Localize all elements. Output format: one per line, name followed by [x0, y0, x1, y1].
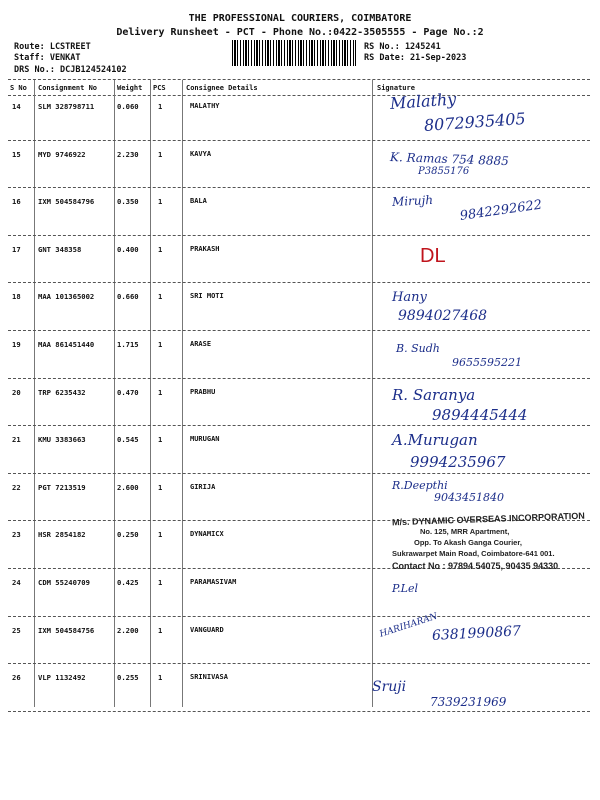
row-pcs: 1 — [158, 673, 163, 683]
row-consignee: GIRIJA — [190, 482, 216, 491]
stamp-address-1: No. 125, MRR Apartment, — [420, 527, 510, 536]
row-divider — [8, 378, 590, 379]
row-pcs: 1 — [158, 244, 163, 254]
col-header-weight: Weight — [117, 84, 143, 92]
row-sno: 25 — [12, 625, 21, 635]
column-divider — [182, 80, 183, 707]
row-phone: 9894027468 — [398, 308, 488, 325]
row-pcs: 1 — [158, 625, 163, 635]
header-bottom-rule — [8, 95, 590, 96]
row-consignee: PARAMASIVAM — [190, 578, 237, 586]
row-signature: DL — [420, 244, 446, 267]
row-sno: 19 — [12, 340, 21, 349]
row-consignment: SLM 328798711 — [38, 102, 95, 111]
row-divider — [8, 616, 590, 617]
row-sno: 21 — [12, 435, 21, 445]
row-pcs: 1 — [158, 387, 163, 397]
row-signature: Sruji — [372, 679, 407, 696]
column-divider — [114, 80, 115, 707]
row-signature: R.Deepthi — [392, 478, 448, 492]
row-weight: 0.255 — [117, 673, 139, 683]
row-sno: 17 — [12, 244, 21, 254]
row-consignment: IXM 504584796 — [38, 197, 95, 207]
row-pcs: 1 — [158, 340, 163, 349]
row-consignment: VLP 1132492 — [38, 673, 86, 683]
row-phone: 9043451840 — [434, 490, 504, 504]
col-header-sno: S No — [10, 84, 27, 92]
row-consignee: PRAKASH — [190, 244, 220, 253]
row-signature: K. Ramas 754 8885 — [389, 149, 510, 168]
row-consignee: SRINIVASA — [190, 673, 228, 682]
row-pcs: 1 — [158, 578, 163, 587]
row-signature: B. Sudh — [396, 342, 440, 355]
row-signature: Mirujh — [391, 193, 434, 210]
row-consignment: CDM 55240709 — [38, 578, 90, 587]
column-divider — [34, 80, 35, 707]
row-divider — [8, 282, 590, 283]
row-phone: 9894445444 — [432, 405, 528, 424]
row-consignment: KMU 3383663 — [38, 435, 86, 445]
row-consignee: SRI MOTI — [190, 292, 224, 301]
stamp-address-3: Sukrawarpet Main Road, Coimbatore-641 001. — [392, 549, 555, 558]
row-phone: 8072935405 — [423, 108, 527, 135]
row-phone: 9842292622 — [458, 197, 543, 225]
row-sno: 20 — [12, 387, 21, 397]
row-sno: 23 — [12, 530, 21, 540]
col-header-pcs: PCS — [153, 84, 166, 92]
row-consignment: MYD 9746922 — [38, 149, 86, 159]
row-consignee: KAVYA — [190, 149, 212, 158]
row-weight: 2.600 — [117, 482, 139, 492]
row-divider — [8, 473, 590, 474]
row-consignee: MURUGAN — [190, 435, 220, 444]
row-signature: Malathy — [389, 89, 457, 113]
row-weight: 0.060 — [117, 102, 139, 111]
row-weight: 0.250 — [117, 530, 139, 540]
row-pcs: 1 — [158, 102, 163, 111]
row-consignee: VANGUARD — [190, 625, 224, 634]
row-signature: R. Saranya — [392, 385, 476, 404]
row-consignment: TRP 6235432 — [38, 387, 86, 397]
row-consignment: MAA 101365002 — [38, 292, 95, 302]
row-consignment: HSR 2854182 — [38, 530, 86, 540]
row-pcs: 1 — [158, 530, 163, 540]
drs-number: DRS No.: DCJB124524102 — [14, 65, 127, 75]
row-consignment: IXM 504584756 — [38, 625, 95, 635]
row-pcs: 1 — [158, 292, 163, 302]
route-label: Route: LCSTREET — [14, 42, 91, 52]
row-sno: 18 — [12, 292, 21, 302]
row-sno: 14 — [12, 102, 21, 111]
row-divider — [8, 235, 590, 236]
row-sno: 24 — [12, 578, 21, 587]
row-consignee: ARASE — [190, 340, 212, 348]
row-weight: 2.230 — [117, 149, 139, 159]
column-divider — [150, 80, 151, 707]
row-divider — [8, 187, 590, 188]
row-divider — [8, 425, 590, 426]
row-weight: 2.200 — [117, 625, 139, 635]
row-consignment: GNT 348358 — [38, 244, 82, 254]
row-phone: 9655595221 — [452, 356, 522, 369]
row-weight: 0.350 — [117, 197, 139, 207]
row-signature: A.Murugan — [392, 431, 478, 450]
runsheet-title: THE PROFESSIONAL COURIERS, COIMBATORE — [188, 13, 412, 24]
row-phone: 7339231969 — [430, 695, 507, 710]
row-weight: 0.400 — [117, 244, 139, 254]
col-header-consignment: Consignment No — [38, 84, 98, 92]
row-sno: 26 — [12, 673, 21, 683]
header-top-rule — [8, 79, 590, 80]
staff-label: Staff: VENKAT — [14, 53, 81, 63]
barcode — [232, 40, 356, 66]
col-header-consignee: Consignee Details — [186, 84, 258, 92]
row-signature: Hany — [392, 290, 427, 306]
runsheet-subtitle: Delivery Runsheet - PCT - Phone No.:0422-3505555 - Page No.:2 — [116, 27, 484, 38]
row-weight: 0.470 — [117, 387, 139, 397]
row-consignee: MALATHY — [190, 102, 220, 110]
stamp-company: M/s. DYNAMIC OVERSEAS INCORPORATION — [391, 510, 585, 528]
row-weight: 1.715 — [117, 340, 139, 349]
row-pcs: 1 — [158, 197, 163, 207]
rs-number: RS No.: 1245241 — [364, 42, 441, 52]
stamp-address-2: Opp. To Akash Ganga Courier, — [414, 538, 522, 547]
row-divider — [8, 140, 590, 141]
row-consignment: PGT 7213519 — [38, 482, 86, 492]
row-phone: 9994235967 — [410, 453, 506, 472]
row-consignee: PRABHU — [190, 387, 216, 396]
col-header-signature: Signature — [377, 84, 415, 92]
row-divider — [8, 330, 590, 331]
row-weight: 0.425 — [117, 578, 139, 587]
row-consignment: MAA 861451440 — [38, 340, 95, 349]
row-consignee: BALA — [190, 197, 207, 206]
row-weight: 0.660 — [117, 292, 139, 302]
stamp-contact: Contact No : 97894 54075, 90435 94330 — [392, 561, 559, 571]
row-sno: 16 — [12, 197, 21, 207]
row-pcs: 1 — [158, 482, 163, 492]
row-weight: 0.545 — [117, 435, 139, 445]
row-signature: P.Lel — [392, 582, 419, 595]
rs-date: RS Date: 21-Sep-2023 — [364, 53, 467, 63]
row-phone: 6381990867 — [431, 622, 522, 644]
row-signature: HARIHARAN — [378, 611, 439, 640]
row-sno: 22 — [12, 482, 21, 492]
row-divider — [8, 663, 590, 664]
row-phone: P3855176 — [418, 165, 470, 177]
column-divider — [372, 80, 373, 707]
row-sno: 15 — [12, 149, 21, 159]
row-pcs: 1 — [158, 149, 163, 159]
row-divider — [8, 711, 590, 712]
row-consignee: DYNAMICX — [190, 530, 224, 539]
row-pcs: 1 — [158, 435, 163, 445]
